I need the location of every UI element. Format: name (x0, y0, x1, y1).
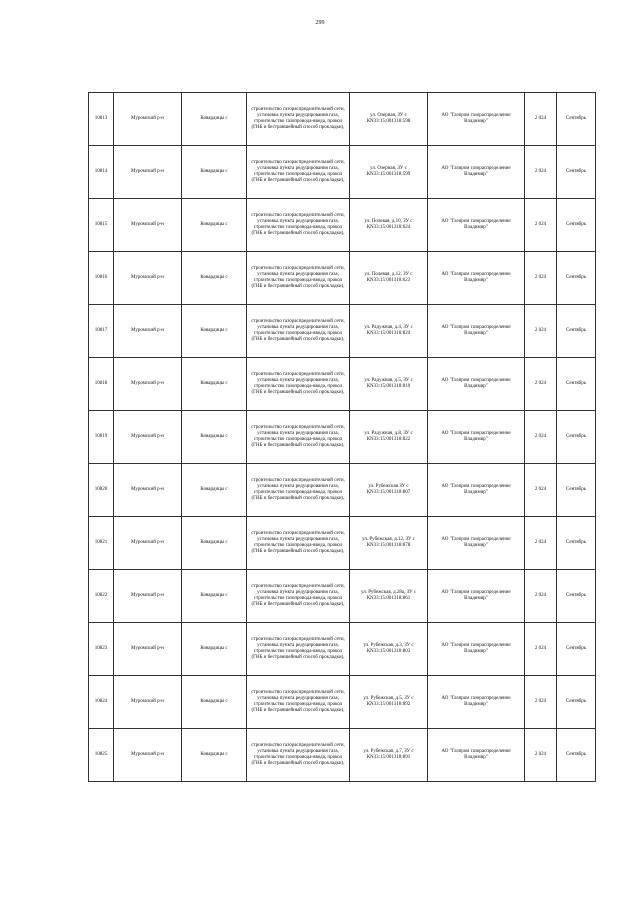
address-cell: ул. Радужная, д.4, ЗУ с КN33:15:001318:824 (350, 305, 428, 358)
table-row (89, 358, 596, 411)
table-row (89, 570, 596, 623)
village-cell: Ковардицы с (182, 305, 247, 358)
row-id-cell: 10821 (89, 517, 114, 570)
month-cell: Сентябрь (557, 252, 596, 305)
organization-cell: АО "Газпром газораспределение Владимир" (428, 517, 525, 570)
year-cell: 2 024 (525, 623, 557, 676)
organization-cell: АО "Газпром газораспределение Владимир" (428, 464, 525, 517)
year-cell: 2 024 (525, 464, 557, 517)
district-cell: Муромский р-н (114, 517, 182, 570)
month-cell: Сентябрь (557, 146, 596, 199)
village-cell: Ковардицы с (182, 199, 247, 252)
work-description-cell: строительство газораспределительной сети, установка пункта редуцирования газа, строительство газопровода-ввода, прокол (ГНБ и бестраншейный способ прокладки), (247, 623, 350, 676)
organization-cell: АО "Газпром газораспределение Владимир" (428, 93, 525, 146)
village-cell: Ковардицы с (182, 570, 247, 623)
village-cell: Ковардицы с (182, 146, 247, 199)
organization-cell: АО "Газпром газораспределение Владимир" (428, 676, 525, 729)
address-cell: ул. Рубежская, д.5, ЗУ с КN33:15:001318:892 (350, 676, 428, 729)
table-row (89, 199, 596, 252)
row-id-cell: 10817 (89, 305, 114, 358)
work-description-cell: строительство газораспределительной сети, установка пункта редуцирования газа, строительство газопровода-ввода, прокол (ГНБ и бестраншейный способ прокладки), (247, 570, 350, 623)
row-id-cell: 10816 (89, 252, 114, 305)
work-description-cell: строительство газораспределительной сети, установка пункта редуцирования газа, строительство газопровода-ввода, прокол (ГНБ и бестраншейный способ прокладки), (247, 93, 350, 146)
year-cell: 2 024 (525, 729, 557, 782)
table-row (89, 252, 596, 305)
address-cell: ул. Озерная, ЗУ с КN33:15:001318:598 (350, 93, 428, 146)
row-id-cell: 10818 (89, 358, 114, 411)
table-row (89, 676, 596, 729)
address-cell: ул. Озерная, ЗУ с КN33:15:001318:599 (350, 146, 428, 199)
row-id-cell: 10825 (89, 729, 114, 782)
organization-cell: АО "Газпром газораспределение Владимир" (428, 570, 525, 623)
organization-cell: АО "Газпром газораспределение Владимир" (428, 411, 525, 464)
district-cell: Муромский р-н (114, 146, 182, 199)
year-cell: 2 024 (525, 570, 557, 623)
table-row (89, 146, 596, 199)
address-cell: ул. Рубежская, д.12, ЗУ с КN33:15:001318:878 (350, 517, 428, 570)
table-row (89, 411, 596, 464)
village-cell: Ковардицы с (182, 411, 247, 464)
work-description-cell: строительство газораспределительной сети, установка пункта редуцирования газа, строительство газопровода-ввода, прокол (ГНБ и бестраншейный способ прокладки), (247, 517, 350, 570)
village-cell: Ковардицы с (182, 517, 247, 570)
work-description-cell: строительство газораспределительной сети, установка пункта редуцирования газа, строительство газопровода-ввода, прокол (ГНБ и бестраншейный способ прокладки), (247, 676, 350, 729)
year-cell: 2 024 (525, 146, 557, 199)
row-id-cell: 10819 (89, 411, 114, 464)
month-cell: Сентябрь (557, 464, 596, 517)
address-cell: ул. Радужная, д.5, ЗУ с КN33:15:001318:819 (350, 358, 428, 411)
row-id-cell: 10815 (89, 199, 114, 252)
work-description-cell: строительство газораспределительной сети, установка пункта редуцирования газа, строительство газопровода-ввода, прокол (ГНБ и бестраншейный способ прокладки), (247, 252, 350, 305)
year-cell: 2 024 (525, 93, 557, 146)
organization-cell: АО "Газпром газораспределение Владимир" (428, 358, 525, 411)
organization-cell: АО "Газпром газораспределение Владимир" (428, 305, 525, 358)
district-cell: Муромский р-н (114, 305, 182, 358)
month-cell: Сентябрь (557, 93, 596, 146)
year-cell: 2 024 (525, 517, 557, 570)
village-cell: Ковардицы с (182, 464, 247, 517)
year-cell: 2 024 (525, 676, 557, 729)
table-row (89, 93, 596, 146)
row-id-cell: 10822 (89, 570, 114, 623)
month-cell: Сентябрь (557, 199, 596, 252)
organization-cell: АО "Газпром газораспределение Владимир" (428, 252, 525, 305)
district-cell: Муромский р-н (114, 252, 182, 305)
village-cell: Ковардицы с (182, 93, 247, 146)
month-cell: Сентябрь (557, 676, 596, 729)
table-row (89, 464, 596, 517)
organization-cell: АО "Газпром газораспределение Владимир" (428, 623, 525, 676)
year-cell: 2 024 (525, 305, 557, 358)
year-cell: 2 024 (525, 411, 557, 464)
work-description-cell: строительство газораспределительной сети, установка пункта редуцирования газа, строительство газопровода-ввода, прокол (ГНБ и бестраншейный способ прокладки), (247, 199, 350, 252)
table-row (89, 517, 596, 570)
village-cell: Ковардицы с (182, 623, 247, 676)
district-cell: Муромский р-н (114, 623, 182, 676)
month-cell: Сентябрь (557, 517, 596, 570)
work-description-cell: строительство газораспределительной сети, установка пункта редуцирования газа, строительство газопровода-ввода, прокол (ГНБ и бестраншейный способ прокладки), (247, 464, 350, 517)
district-cell: Муромский р-н (114, 93, 182, 146)
year-cell: 2 024 (525, 252, 557, 305)
work-description-cell: строительство газораспределительной сети, установка пункта редуцирования газа, строительство газопровода-ввода, прокол (ГНБ и бестраншейный способ прокладки), (247, 411, 350, 464)
organization-cell: АО "Газпром газораспределение Владимир" (428, 199, 525, 252)
table-row (89, 305, 596, 358)
village-cell: Ковардицы с (182, 729, 247, 782)
work-description-cell: строительство газораспределительной сети, установка пункта редуцирования газа, строительство газопровода-ввода, прокол (ГНБ и бестраншейный способ прокладки), (247, 358, 350, 411)
month-cell: Сентябрь (557, 411, 596, 464)
works-table-body (89, 93, 596, 782)
address-cell: ул. Полевая, д.12, ЗУ с КN33:15:001318:623 (350, 252, 428, 305)
address-cell: ул. Рубежская, д.28а, ЗУ с КN33:15:001318:861 (350, 570, 428, 623)
month-cell: Сентябрь (557, 570, 596, 623)
row-id-cell: 10813 (89, 93, 114, 146)
address-cell: ул. Радужная, д.8, ЗУ с КN33:15:001318:822 (350, 411, 428, 464)
address-cell: ул. Рубежская, д.3, ЗУ с КN33:15:001318:803 (350, 623, 428, 676)
organization-cell: АО "Газпром газораспределение Владимир" (428, 146, 525, 199)
address-cell: ул. Рубежская ЗУ с КN33:15:001318:807 (350, 464, 428, 517)
village-cell: Ковардицы с (182, 252, 247, 305)
row-id-cell: 10814 (89, 146, 114, 199)
work-description-cell: строительство газораспределительной сети, установка пункта редуцирования газа, строительство газопровода-ввода, прокол (ГНБ и бестраншейный способ прокладки), (247, 305, 350, 358)
organization-cell: АО "Газпром газораспределение Владимир" (428, 729, 525, 782)
month-cell: Сентябрь (557, 623, 596, 676)
row-id-cell: 10823 (89, 623, 114, 676)
row-id-cell: 10820 (89, 464, 114, 517)
district-cell: Муромский р-н (114, 199, 182, 252)
district-cell: Муромский р-н (114, 570, 182, 623)
table-row (89, 729, 596, 782)
month-cell: Сентябрь (557, 305, 596, 358)
district-cell: Муромский р-н (114, 411, 182, 464)
works-table (88, 92, 596, 782)
village-cell: Ковардицы с (182, 676, 247, 729)
district-cell: Муромский р-н (114, 358, 182, 411)
address-cell: ул. Полевая, д.10, ЗУ с КN33:15:001318:624 (350, 199, 428, 252)
village-cell: Ковардицы с (182, 358, 247, 411)
table-row (89, 623, 596, 676)
address-cell: ул. Рубежская, д.7, ЗУ с КN33:15:001318:891 (350, 729, 428, 782)
work-description-cell: строительство газораспределительной сети, установка пункта редуцирования газа, строительство газопровода-ввода, прокол (ГНБ и бестраншейный способ прокладки), (247, 146, 350, 199)
row-id-cell: 10824 (89, 676, 114, 729)
page-number: 299 (315, 20, 325, 26)
year-cell: 2 024 (525, 358, 557, 411)
district-cell: Муромский р-н (114, 729, 182, 782)
year-cell: 2 024 (525, 199, 557, 252)
month-cell: Сентябрь (557, 358, 596, 411)
work-description-cell: строительство газораспределительной сети, установка пункта редуцирования газа, строительство газопровода-ввода, прокол (ГНБ и бестраншейный способ прокладки), (247, 729, 350, 782)
district-cell: Муромский р-н (114, 464, 182, 517)
month-cell: Сентябрь (557, 729, 596, 782)
district-cell: Муромский р-н (114, 676, 182, 729)
